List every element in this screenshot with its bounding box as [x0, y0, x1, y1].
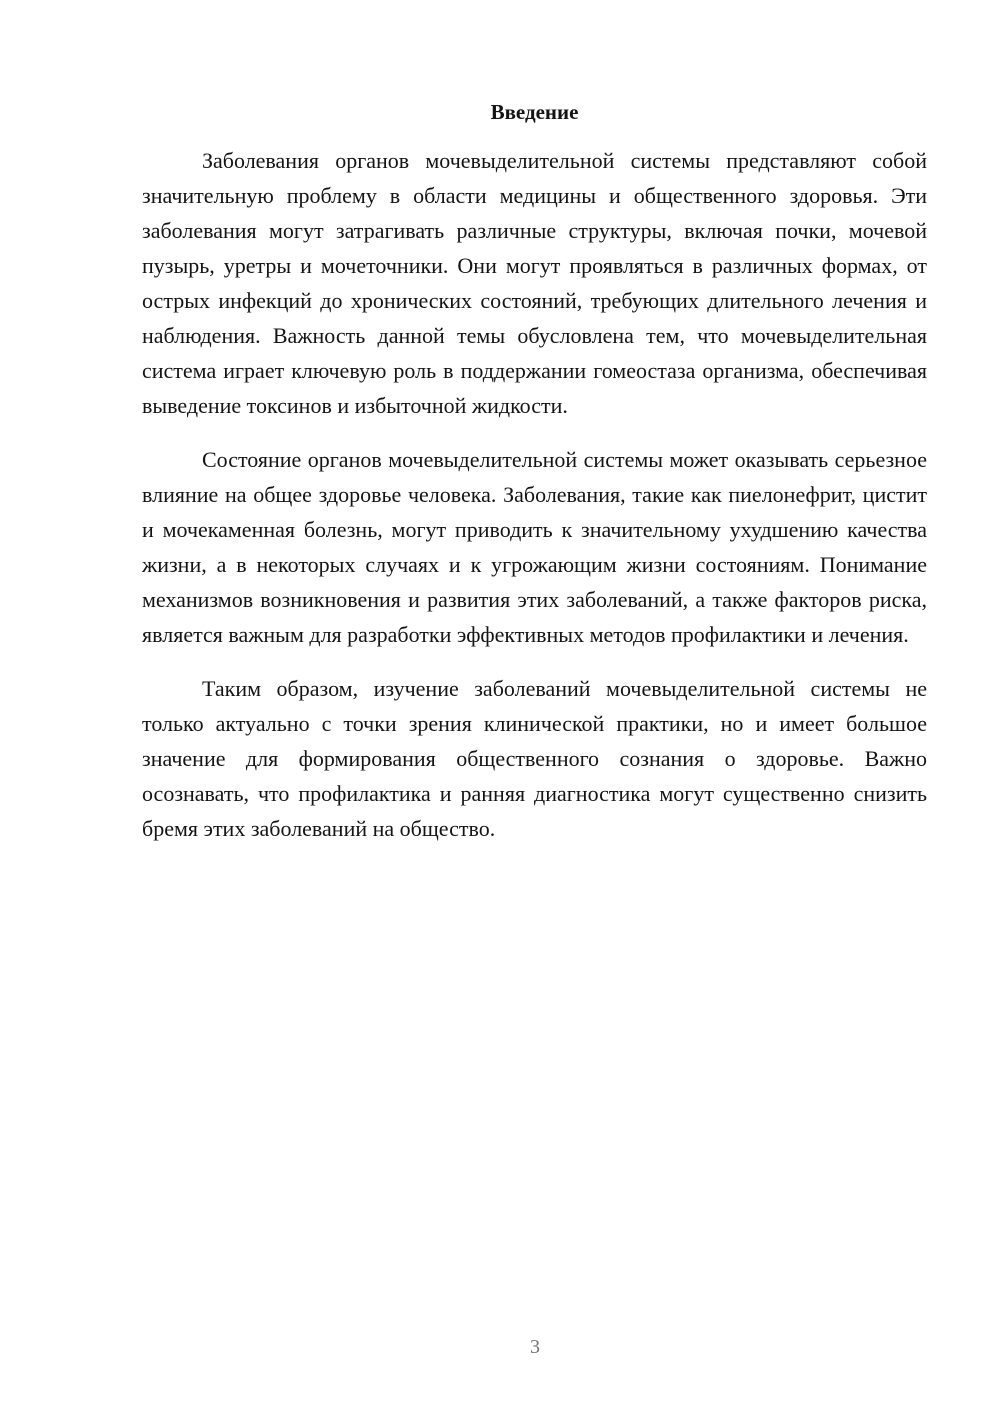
- paragraph-1: Заболевания органов мочевыделительной системы представляют собой значительную проблему в области медицины и общественного здоровья. Эти заболевания могут затрагивать различные структуры, включая почки, мочевой пузырь, уретры и мочеточники. Они могут проявляться в различных формах, от острых инфекций до хронических состояний, требующих длительного лечения и наблюдения. Важность данной темы обусловлена тем, что мочевыделительная система играет ключевую роль в поддержании гомеостаза организма, обеспечивая выведение токсинов и избыточной жидкости.: [142, 148, 927, 418]
- section-heading: Введение: [490, 100, 579, 124]
- paragraph-3: Таким образом, изучение заболеваний мочевыделительной системы не только актуально с точки зрения клинической практики, но и имеет большое значение для формирования общественного сознания о здоровье. Важно осознавать, что профилактика и ранняя диагностика могут существенно снизить бремя этих заболеваний на общество.: [142, 676, 927, 841]
- page-number: 3: [530, 1336, 540, 1358]
- body-text: [142, 143, 927, 865]
- paragraph-2: Состояние органов мочевыделительной системы может оказывать серьезное влияние на общее здоровье человека. Заболевания, такие как пиелонефрит, цистит и мочекаменная болезнь, могут приводить к значительному ухудшению качества жизни, а в некоторых случаях и к угрожающим жизни состояниям. Понимание механизмов возникновения и развития этих заболеваний, а также факторов риска, является важным для разработки эффективных методов профилактики и лечения.: [142, 447, 927, 647]
